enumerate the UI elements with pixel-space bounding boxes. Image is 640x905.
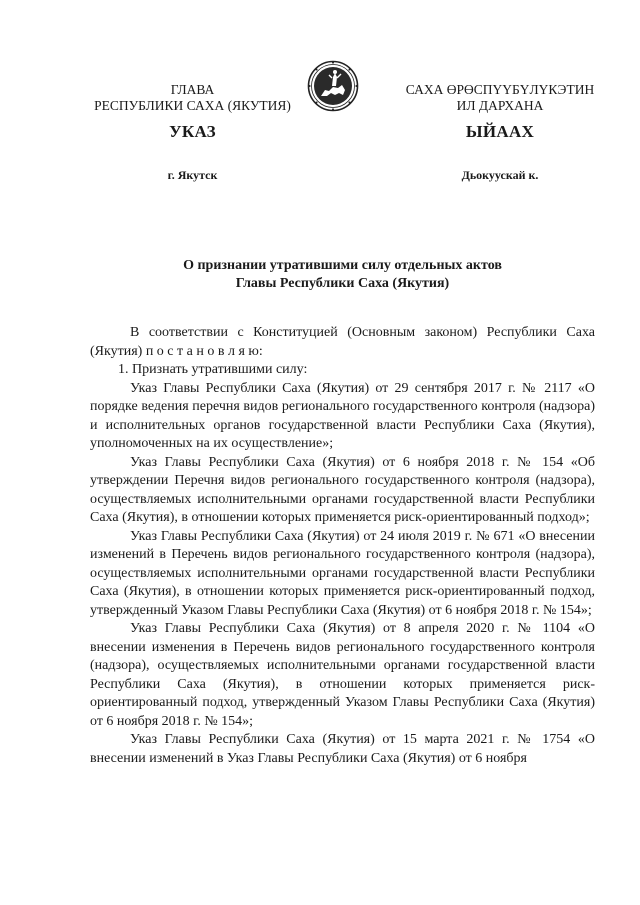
- issuer-right: [395, 82, 605, 114]
- repealed-act-3: Указ Главы Республики Саха (Якутия) от 24 июля 2019 г. № 671 «О внесении изменений в Перечень видов регионального государственного контроля (надзора), осуществляемых исполнительными органами государственной власти Республики Саха (Якутия), в отношении которых применяется риск-ориентированный подход, утвержденный Указом Главы Республики Саха (Якутия) от 6 ноября 2018 г. № 154»;: [90, 528, 595, 618]
- repealed-act-1: Указ Главы Республики Саха (Якутия) от 29 сентября 2017 г. № 2117 «О порядке ведения перечня видов регионального государственного контроля (надзора) и исполнительных органов государственной власти Республики Саха (Якутия), уполномоченных на их осуществление»;: [90, 380, 595, 451]
- document-body: [90, 324, 595, 768]
- document-type-left: УКАЗ: [169, 122, 216, 141]
- issuer-right-line1: САХА ӨРӨСПҮҮБҮЛҮКЭТИН: [405, 82, 595, 97]
- coat-of-arms-icon: [307, 60, 359, 112]
- issuer-left-line1: ГЛАВА: [170, 82, 215, 97]
- clause-1: 1. Признать утратившими силу:: [118, 362, 308, 377]
- repealed-act-4: Указ Главы Республики Саха (Якутия) от 8 апреля 2020 г. № 1104 «О внесении изменения в Перечень видов регионального государственного контроля (надзора), осуществляемых исполнительными органами государственной власти Республики Саха (Якутия), в отношении которых применяется риск-ориентированный подход, утвержденный Указом Главы Республики Саха (Якутия) от 6 ноября 2018 г. № 154»;: [90, 621, 595, 729]
- issuer-left: [80, 82, 305, 114]
- issuer-right-line2: ИЛ ДАРХАНА: [456, 98, 544, 113]
- subject-line1: О признании утратившими силу отдельных актов: [183, 258, 502, 273]
- document-type-right: ЫЙААХ: [465, 122, 535, 141]
- issuer-left-line2: РЕСПУБЛИКИ САХА (ЯКУТИЯ): [94, 98, 291, 113]
- city-left: г. Якутск: [167, 168, 218, 182]
- subject-line2: Главы Республики Саха (Якутия): [235, 276, 450, 291]
- document-subject: [90, 257, 595, 293]
- preamble-paragraph: В соответствии с Конституцией (Основным законом) Республики Саха (Якутия) п о с т а н о в л я ю:: [90, 325, 595, 359]
- city-right: Дьокуускай к.: [461, 168, 539, 182]
- repealed-act-2: Указ Главы Республики Саха (Якутия) от 6 ноября 2018 г. № 154 «Об утверждении Перечня видов регионального государственного контроля (надзора), осуществляемых исполнительными органами государственной власти Республики Саха (Якутия), в отношении которых применяется риск-ориентированный подход»;: [90, 454, 595, 525]
- repealed-act-5: Указ Главы Республики Саха (Якутия) от 15 марта 2021 г. № 1754 «О внесении изменений в Указ Главы Республики Саха (Якутия) от 6 ноября: [90, 732, 595, 766]
